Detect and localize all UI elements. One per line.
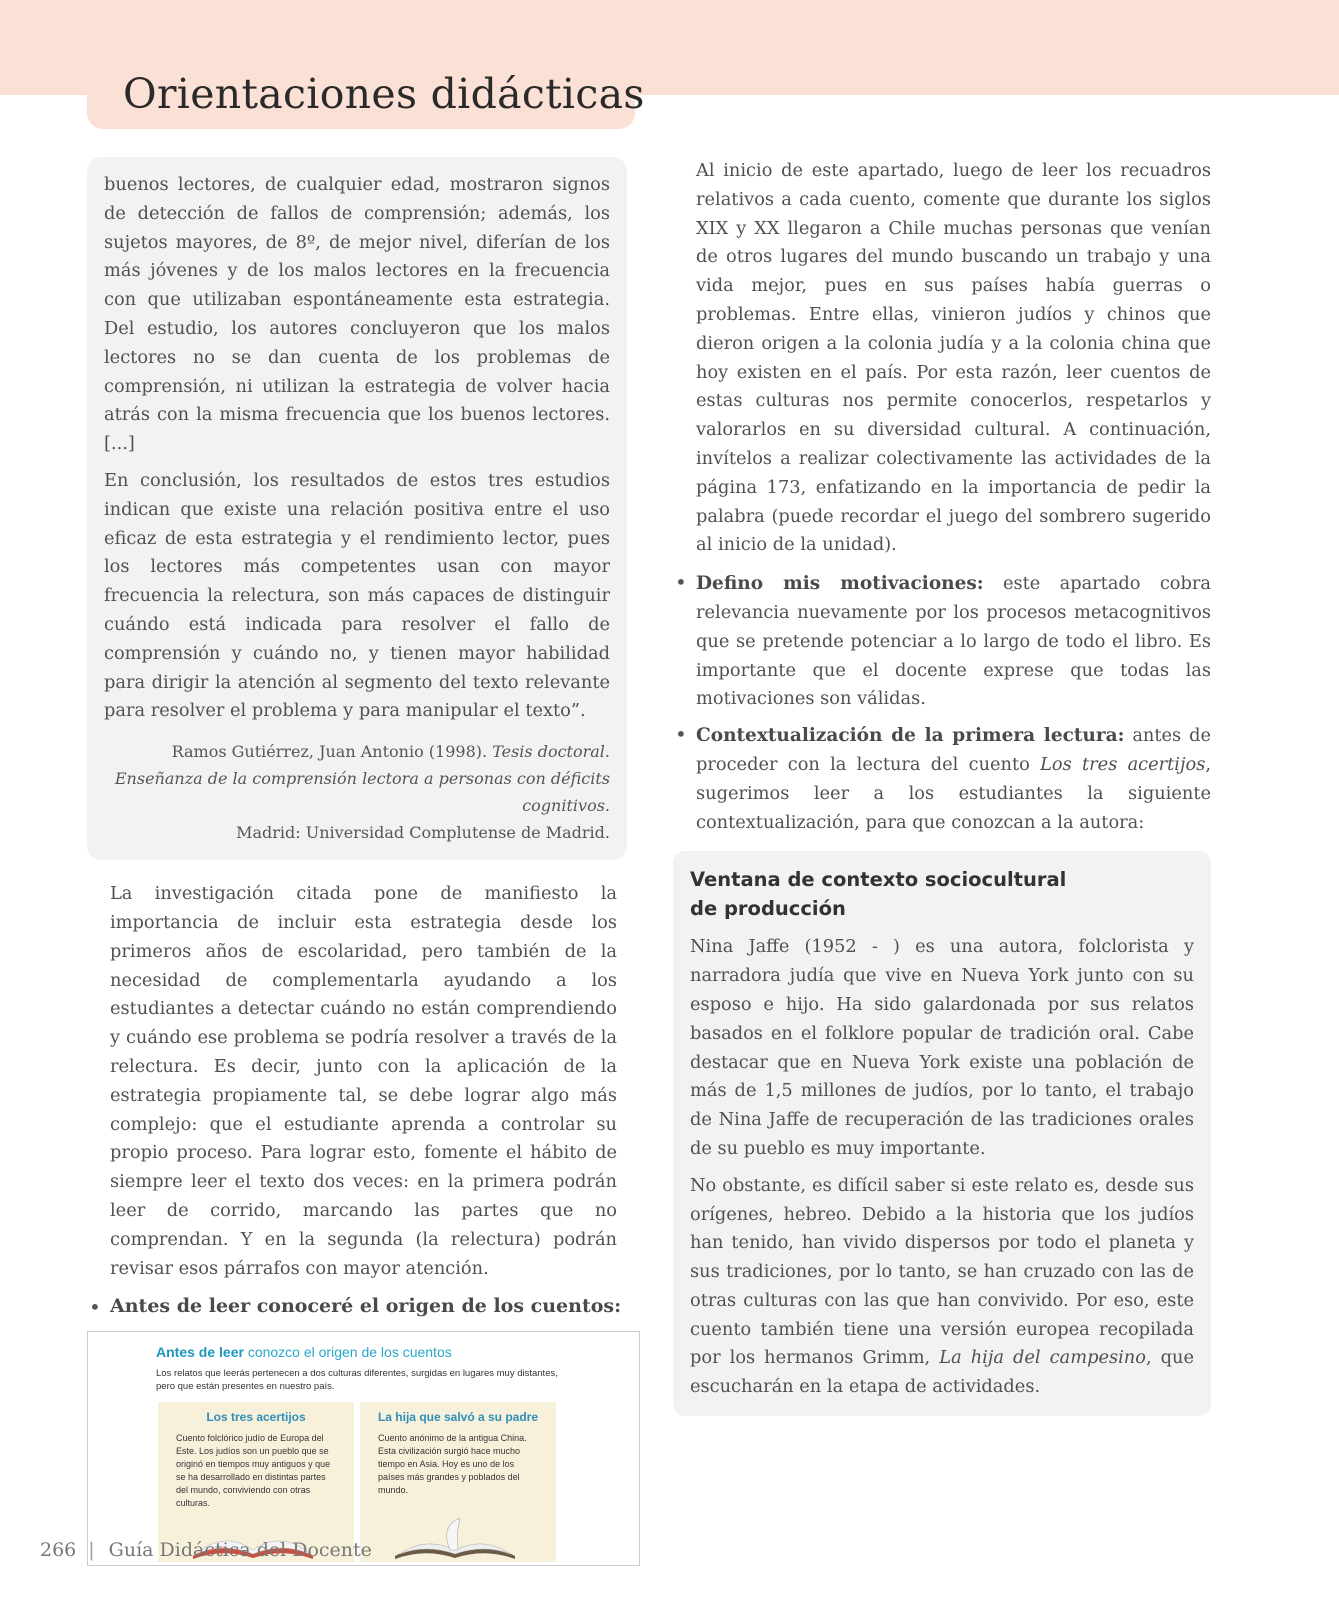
bullet-italic-title: Los tres acertijos (1040, 753, 1206, 775)
right-intro-paragraph: Al inicio de este apartado, luego de leer los recuadros relativos a cada cuento, comente que durante los siglos XIX y XX llegaron a Chile muchas personas que venían de otros lugares del mundo buscando un trabajo y una vida mejor, pues en sus países había guerras o problemas. Entre ellas, vinieron judíos y chinos que dieron origen a la colonia judía y a la colonia china que hoy existen en el país. Por esta razón, leer cuentos de estas culturas nos permite conocerlos, respetarlos y valorarlos en su diversidad cultural. A continuación, invítelos a realizar colectivamente las actividades de la página 173, enfatizando en la importancia de pedir la palabra (puede recordar el juego del sombrero sugerido al inicio de la unidad). (696, 160, 1211, 556)
bullet-defino-motivaciones (673, 570, 1211, 714)
right-intro-block (673, 157, 1211, 560)
left-body (87, 880, 627, 1283)
story-card-text: Cuento folclórico judío de Europa del Este. Los judíos son un pueblo que se originó en tiempos muy antiguos y que se ha desarrollado en distintas partes del mundo, conviviendo con otras culturas. (176, 1433, 331, 1509)
bullet-marker: • (89, 1295, 101, 1320)
citation-place: Madrid: Universidad Complutense de Madrid. (236, 823, 610, 843)
story-card-hija-salvo-padre (360, 1402, 556, 1562)
context-box (673, 851, 1211, 1416)
open-book-icon (390, 1516, 520, 1562)
context-heading-line-2: de producción (690, 897, 846, 921)
footer-label: Guía Didáctica del Docente (108, 1539, 372, 1561)
book-title-bold: Antes de leer (156, 1344, 244, 1361)
quote-paragraph-2: En conclusión, los resultados de estos tres estudios indican que existe una relación positiva entre el uso eficaz de esta estrategia y el rendimiento lector, pues los lectores más competentes usan con mayor frecuencia la relectura, son más capaces de distinguir cuándo está indicada para resolver el fallo de comprensión y cuándo no, y tienen mayor habilidad para dirigir la atención al segmento del texto relevante para resolver el problema y para manipular el texto”. (104, 469, 610, 722)
context-text: No obstante, es difícil saber si este relato es, desde sus orígenes, hebreo. Debido a la historia que los judíos han tenido, han vivido dispersos por todo el planeta y sus tradiciones, por lo tanto, se han cruzado con las de otras culturas con las que han convivido. Por eso, este cuento también tiene una versión europea recopilada por los hermanos Grimm, (690, 1174, 1194, 1369)
citation-title: Tesis doctoral. Enseñanza de la comprensión lectora a personas con déficits cognitivos. (114, 742, 610, 816)
quote-box (87, 157, 627, 860)
bullet-text: este apartado cobra relevancia nuevamente por los procesos metacognitivos que se pretende potenciar a lo largo de todo el libro. Es importante que el docente exprese que todas las motivaciones son válidas. (696, 573, 1211, 710)
title-tab (87, 60, 645, 129)
context-heading-line-1: Ventana de contexto sociocultural (690, 868, 1067, 892)
bullet-title: Defino mis motivaciones: (696, 573, 984, 595)
bullet-text: antes de proceder con la lectura del cuento (696, 725, 1211, 775)
context-italic-title: La hija del campesino (939, 1347, 1146, 1369)
right-column (673, 157, 1211, 1416)
bullet-contextualizacion (673, 722, 1211, 837)
bullet-marker: • (675, 570, 687, 595)
bullet-antes-de-leer (87, 1295, 627, 1320)
left-column (87, 157, 627, 1566)
citation-author: Ramos Gutiérrez, Juan Antonio (1998). (171, 742, 488, 762)
book-excerpt-title (156, 1344, 452, 1360)
bullet-marker: • (675, 722, 687, 747)
book-excerpt-intro: Los relatos que leerás pertenecen a dos culturas diferentes, surgidas en lugares muy distantes, pero que están presentes en nuestro país. (156, 1368, 558, 1393)
citation (104, 738, 610, 846)
book-title-rest: conozco el origen de los cuentos (243, 1344, 452, 1361)
page-title: Orientaciones didácticas (123, 70, 645, 118)
left-body-paragraph: La investigación citada pone de manifiesto la importancia de incluir esta estrategia desde los primeros años de escolaridad, pero también de la necesidad de complementarla ayudando a los estudiantes a detectar cuándo no están comprendiendo y cuándo ese problema se podría resolver a través de la relectura. Es decir, junto con la aplicación de la estrategia propiamente tal, se debe lograr algo más complejo: que el estudiante aprenda a controlar su propio proceso. Para lograr esto, fomente el hábito de siempre leer el texto dos veces: en la primera podrán leer de corrido, marcando las partes que no comprendan. Y en la segunda (la relectura) podrán revisar esos párrafos con mayor atención. (110, 883, 617, 1279)
page-footer (40, 1539, 372, 1561)
story-card-title: La hija que salvó a su padre (377, 1410, 539, 1425)
page-number: 266 (40, 1539, 77, 1561)
bullet-title: Contextualización de la primera lectura: (696, 725, 1125, 747)
bullet-paragraph (696, 570, 1211, 714)
book-excerpt-image (87, 1331, 640, 1566)
quote-paragraph-1: buenos lectores, de cualquier edad, mostraron signos de detección de fallos de comprensión; además, los sujetos mayores, de 8º, de mejor nivel, diferían de los más jóvenes y de los malos lectores en la frecuencia con que utilizaban espontáneamente esta estrategia. Del estudio, los autores concluyeron que los malos lectores no se dan cuenta de los problemas de comprensión, ni utilizan la estrategia de volver hacia atrás con la misma frecuencia que los buenos lectores. [...] (104, 174, 610, 455)
context-paragraph-2 (690, 1172, 1194, 1402)
context-paragraph-1: Nina Jaffe (1952 - ) es una autora, folclorista y narradora judía que vive en Nueva York junto con su esposo e hijo. Ha sido galardonada por sus relatos basados en el folklore popular de tradición oral. Cabe destacar que en Nueva York existe una población de más de 1,5 millones de judíos, por lo tanto, el trabajo de Nina Jaffe de recuperación de las tradiciones orales de su pueblo es muy importante. (690, 936, 1194, 1159)
bullet-text: , sugerimos leer a los estudiantes la siguiente contextualización, para que conozcan a la autora: (696, 753, 1211, 833)
footer-separator: | (88, 1539, 95, 1561)
context-text: , que escucharán en la etapa de actividades. (690, 1347, 1194, 1398)
bullet-title: Antes de leer conoceré el origen de los cuentos: (110, 1295, 622, 1318)
bullet-paragraph (696, 722, 1211, 837)
story-card-text: Cuento anónimo de la antigua China. Esta civilización surgió hace mucho tiempo en Asia. Hoy es uno de los países más grandes y poblados del mundo. (378, 1433, 527, 1496)
context-heading (690, 865, 1194, 923)
story-card-title: Los tres acertijos (206, 1410, 306, 1425)
